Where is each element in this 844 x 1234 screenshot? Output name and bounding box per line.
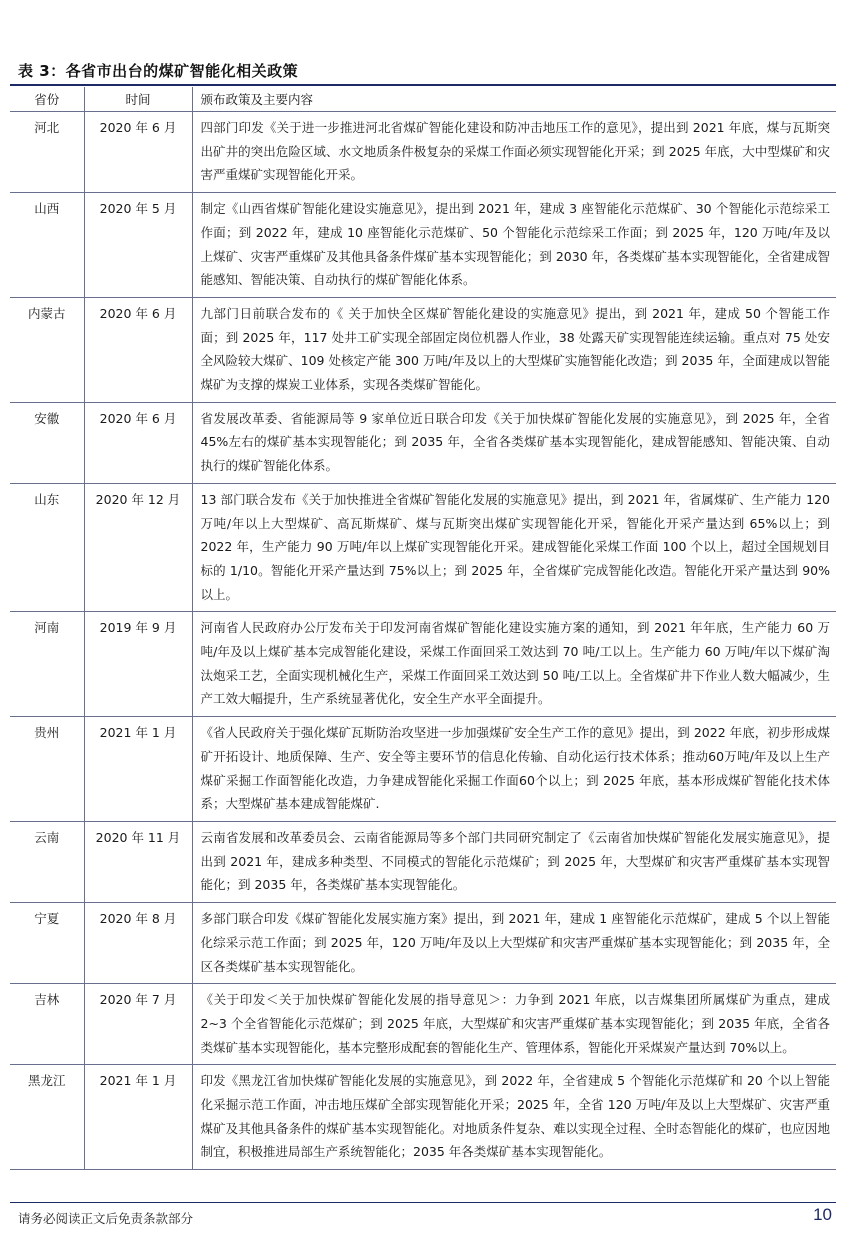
time-cell: 2020 年 11 月 (84, 821, 192, 902)
header-policy: 颁布政策及主要内容 (192, 87, 836, 112)
table-title: 表 3：各省市出台的煤矿智能化相关政策 (18, 62, 299, 80)
policy-cell: 《省人民政府关于强化煤矿瓦斯防治攻坚进一步加强煤矿安全生产工作的意见》提出，到 2022 年底，初步形成煤矿开拓设计、地质保障、生产、安全等主要环节的信息化传输、自动化运行技术体系；推动60万吨/年及以上生产煤矿采掘工作面智能化改造，力争建成智能化采掘工作面60个以上；到 2025 年底，基本形成煤矿智能化技术体系；大型煤矿基本建成智能煤矿. (192, 717, 836, 822)
time-cell: 2021 年 1 月 (84, 1065, 192, 1170)
policy-cell: 《关于印发＜关于加快煤矿智能化发展的指导意见＞：力争到 2021 年底，以吉煤集团所属煤矿为重点，建成 2~3 个全省智能化示范煤矿；到 2025 年底，大型煤矿和灾害严重煤矿基本实现智能化；到 2035 年底，全省各类煤矿基本实现智能化，基本完整形成配套的智能化生产、管理体系，智能化开采煤炭产量达到 70%以上。 (192, 984, 836, 1065)
table-row (10, 483, 836, 612)
province-cell: 安徽 (10, 402, 84, 483)
time-cell: 2020 年 7 月 (84, 984, 192, 1065)
table-row (10, 1065, 836, 1170)
province-cell: 河南 (10, 612, 84, 717)
table-row (10, 821, 836, 902)
header-province: 省份 (10, 87, 84, 112)
footer-divider (10, 1202, 836, 1203)
table-row (10, 297, 836, 402)
province-cell: 河北 (10, 112, 84, 193)
province-cell: 贵州 (10, 717, 84, 822)
time-cell: 2020 年 6 月 (84, 402, 192, 483)
policy-cell: 九部门日前联合发布的《 关于加快全区煤矿智能化建设的实施意见》提出，到 2021 年，建成 50 个智能工作面；到 2025 年，117 处井工矿实现全部固定岗位机器人作业，38 处露天矿实现智能连续运输。重点对 75 处安全风险较大煤矿、109 处核定产能 300 万吨/年及以上的大型煤矿实施智能化改造；到 2035 年，全面建成以智能煤矿为支撑的煤炭工业体系，实现各类煤矿智能化。 (192, 297, 836, 402)
page-number: 10 (813, 1205, 832, 1224)
province-cell: 山东 (10, 483, 84, 612)
time-cell: 2020 年 8 月 (84, 903, 192, 984)
policy-cell: 省发展改革委、省能源局等 9 家单位近日联合印发《关于加快煤矿智能化发展的实施意见》，到 2025 年，全省 45%左右的煤矿基本实现智能化；到 2035 年，全省各类煤矿基本实现智能化，建成智能感知、智能决策、自动执行的煤矿智能化体系。 (192, 402, 836, 483)
table-row (10, 112, 836, 193)
province-cell: 吉林 (10, 984, 84, 1065)
table-row (10, 984, 836, 1065)
header-time: 时间 (84, 87, 192, 112)
time-cell: 2019 年 9 月 (84, 612, 192, 717)
policy-table (10, 87, 836, 1170)
policy-cell: 印发《黑龙江省加快煤矿智能化发展的实施意见》，到 2022 年，全省建成 5 个智能化示范煤矿和 20 个以上智能化采掘示范工作面，冲击地压煤矿全部实现智能化开采；2025 年，全省 120 万吨/年及以上大型煤矿、灾害严重煤矿及其他具备条件的煤矿基本实现智能化。对地质条件复杂、难以实现全过程、全时态智能化的煤矿，也应因地制宜，积极推进局部生产系统智能化；2035 年各类煤矿基本实现智能化。 (192, 1065, 836, 1170)
policy-cell: 四部门印发《关于进一步推进河北省煤矿智能化建设和防冲击地压工作的意见》，提出到 2021 年底，煤与瓦斯突出矿井的突出危险区域、水文地质条件极复杂的采煤工作面必须实现智能化开采；到 2025 年底，大中型煤矿和灾害严重煤矿实现智能化开采。 (192, 112, 836, 193)
policy-cell: 河南省人民政府办公厅发布关于印发河南省煤矿智能化建设实施方案的通知，到 2021 年年底，生产能力 60 万吨/年及以上煤矿基本完成智能化建设，采煤工作面回采工效达到 70 吨/工以上。生产能力 60 万吨/年以下煤矿淘汰炮采工艺，全面实现机械化生产，采煤工作面回采工效达到 50 吨/工以上。全省煤矿井下作业人数大幅减少，生产工效大幅提升，生产系统显著优化，安全生产水平全面提升。 (192, 612, 836, 717)
province-cell: 山西 (10, 193, 84, 298)
policy-cell: 13 部门联合发布《关于加快推进全省煤矿智能化发展的实施意见》提出，到 2021 年，省属煤矿、生产能力 120 万吨/年以上大型煤矿、高瓦斯煤矿、煤与瓦斯突出煤矿实现智能化开采，智能化开采产量达到 65%以上；到 2022 年，生产能力 90 万吨/年以上煤矿实现智能化开采。建成智能化采煤工作面 100 个以上，超过全国规划目标的 1/10。智能化开采产量达到 75%以上；到 2025 年，全省煤矿完成智能化改造。智能化开采产量达到 90%以上。 (192, 483, 836, 612)
policy-table-header (10, 87, 836, 112)
table-row (10, 612, 836, 717)
time-cell: 2020 年 6 月 (84, 297, 192, 402)
footer-disclaimer: 请务必阅读正文后免责条款部分 (18, 1211, 194, 1226)
province-cell: 内蒙古 (10, 297, 84, 402)
title-divider (10, 84, 836, 86)
province-cell: 云南 (10, 821, 84, 902)
table-row (10, 402, 836, 483)
time-cell: 2020 年 5 月 (84, 193, 192, 298)
table-row (10, 193, 836, 298)
province-cell: 黑龙江 (10, 1065, 84, 1170)
time-cell: 2020 年 12 月 (84, 483, 192, 612)
time-cell: 2021 年 1 月 (84, 717, 192, 822)
header-row (10, 87, 836, 112)
policy-cell: 制定《山西省煤矿智能化建设实施意见》，提出到 2021 年，建成 3 座智能化示范煤矿、30 个智能化示范综采工作面；到 2022 年，建成 10 座智能化示范煤矿、50 个智能化示范综采工作面；到 2025 年，120 万吨/年及以上煤矿、灾害严重煤矿及其他具备条件煤矿基本实现智能化；到 2030 年，各类煤矿基本实现智能化，全省建成智能感知、智能决策、自动执行的煤矿智能化体系。 (192, 193, 836, 298)
table-row (10, 903, 836, 984)
policy-cell: 云南省发展和改革委员会、云南省能源局等多个部门共同研究制定了《云南省加快煤矿智能化发展实施意见》，提出到 2021 年，建成多种类型、不同模式的智能化示范煤矿；到 2025 年，大型煤矿和灾害严重煤矿基本实现智能化；到 2035 年，各类煤矿基本实现智能化。 (192, 821, 836, 902)
table-row (10, 717, 836, 822)
policy-cell: 多部门联合印发《煤矿智能化发展实施方案》提出，到 2021 年，建成 1 座智能化示范煤矿，建成 5 个以上智能化综采示范工作面；到 2025 年，120 万吨/年及以上大型煤矿和灾害严重煤矿基本实现智能化；到 2035 年，全区各类煤矿基本实现智能化。 (192, 903, 836, 984)
time-cell: 2020 年 6 月 (84, 112, 192, 193)
province-cell: 宁夏 (10, 903, 84, 984)
